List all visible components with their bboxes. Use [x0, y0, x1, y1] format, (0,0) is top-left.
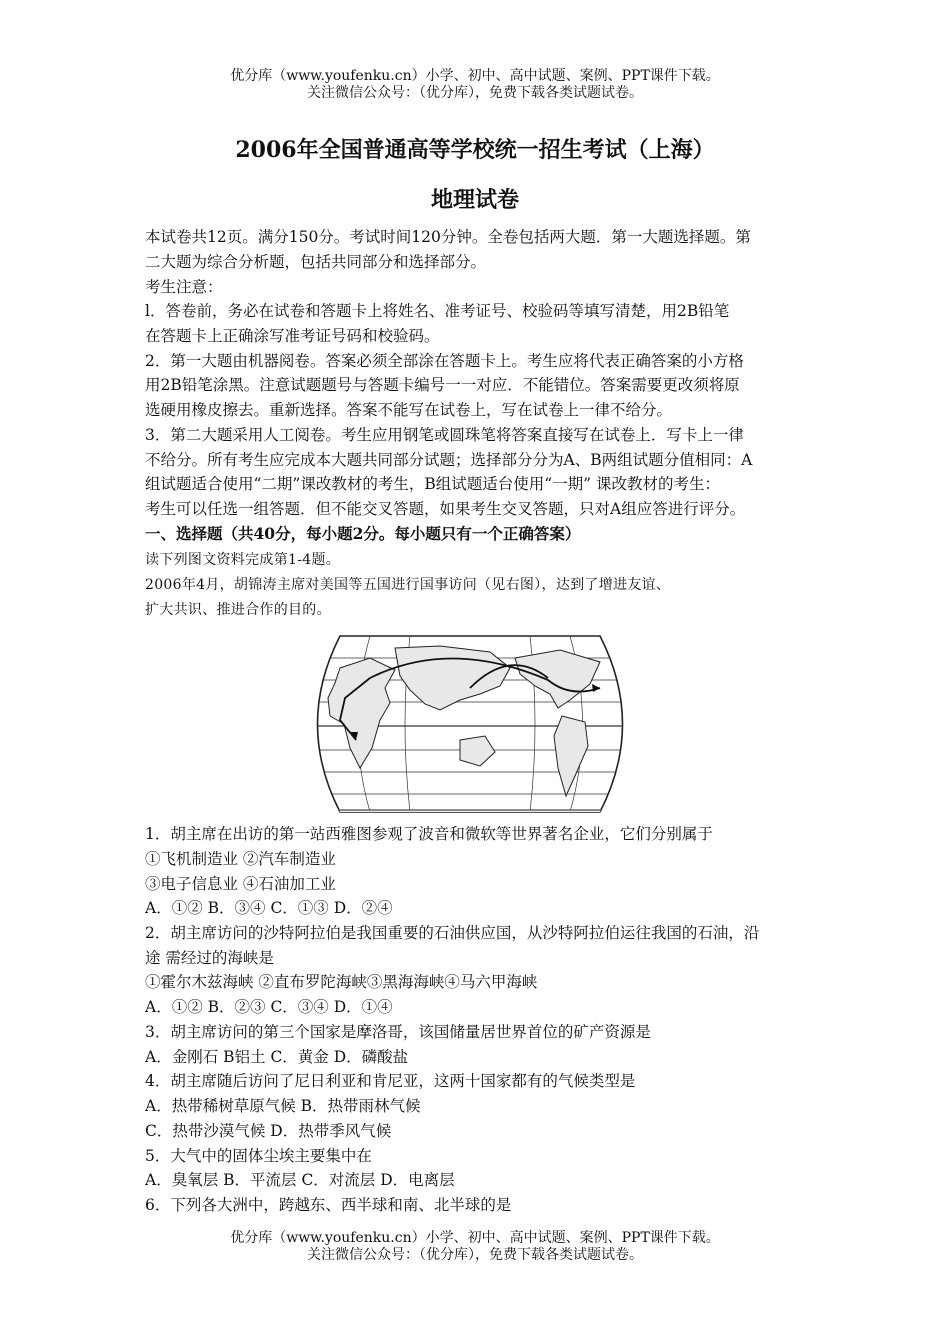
lead-line: 读下列图文资料完成第1-4题。	[145, 552, 341, 568]
question-line: 3．胡主席访问的第三个国家是摩洛哥，该国储量居世界首位的矿产资源是	[145, 1023, 651, 1041]
question-line: 6．下列各大洲中，跨越东、西半球和南、北半球的是	[145, 1196, 512, 1214]
question-option: ①飞机制造业 ②汽车制造业	[145, 850, 336, 868]
question-line: 途 需经过的海峡是	[145, 949, 274, 967]
intro-line: 考生注意：	[145, 278, 223, 296]
exam-subtitle: 地理试卷	[430, 187, 519, 213]
lead-line: 2006年4月，胡锦涛主席对美国等五国进行国事访问（见右图），达到了增进友谊、	[145, 577, 671, 593]
header-line-2: 关注微信公众号：（优分库），免费下载各类试题试卷。	[307, 85, 643, 101]
intro-line: 不给分。所有考生应完成本大题共同部分试题；选择部分分为A、B两组试题分值相同：A	[145, 451, 753, 469]
footer-line-2: 关注微信公众号：（优分库），免费下载各类试题试卷。	[307, 1247, 643, 1263]
lead-line: 扩大共识、推进合作的目的。	[145, 602, 331, 618]
question-option: A．①② B．②③ C．③④ D．①④	[145, 998, 393, 1016]
intro-line: 3．第二大题采用人工阅卷。考生应用钢笔或圆珠笔将答案直接写在试卷上．写卡上一律	[145, 426, 744, 444]
question-option: C．热带沙漠气候 D．热带季风气候	[145, 1122, 392, 1140]
page-footer	[0, 1230, 950, 1264]
section-heading: 一、选择题（共40分，每小题2分。每小题只有一个正确答案）	[145, 524, 581, 543]
world-map-figure	[300, 628, 640, 820]
page-header	[0, 68, 950, 102]
question-line: 2．胡主席访问的沙特阿拉伯是我国重要的石油供应国，从沙特阿拉伯运往我国的石油，沿	[145, 924, 760, 942]
header-line-1: 优分库（www.youfenku.cn）小学、初中、高中试题、案例、PPT课件下载。	[230, 68, 720, 84]
intro-line: 2．第一大题由机器阅卷。答案必须全部涂在答题卡上。考生应将代表正确答案的小方格	[145, 352, 744, 370]
question-option: A．臭氧层 B．平流层 C．对流层 D．电离层	[145, 1171, 455, 1189]
intro-line: 二大题为综合分析题，包括共同部分和选择部分。	[145, 253, 487, 271]
intro-line: 组试题适合使用“二期”课改教材的考生，B组试题适台使用“一期” 课改教材的考生：	[145, 475, 721, 493]
question-option: A．①② B．③④ C．①③ D．②④	[145, 899, 393, 917]
question-line: 4．胡主席随后访问了尼日利亚和肯尼亚，这两十国家都有的气候类型是	[145, 1072, 636, 1090]
intro-line: 用2B铅笔涂黑。注意试题题号与答题卡编号一一对应．不能错位。答案需要更改须将原	[145, 376, 740, 394]
question-line: 1．胡主席在出访的第一站西雅图参观了波音和微软等世界著名企业，它们分别属于	[145, 825, 713, 843]
intro-line: 在答题卡上正确涂写准考证号码和校验码。	[145, 327, 440, 345]
question-line: 5．大气中的固体尘埃主要集中在	[145, 1147, 372, 1165]
question-option: A．金刚石 B铝土 C．黄金 D．磷酸盐	[145, 1048, 409, 1066]
exam-title: 2006年全国普通高等学校统一招生考试（上海）	[235, 137, 715, 163]
footer-line-1: 优分库（www.youfenku.cn）小学、初中、高中试题、案例、PPT课件下载。	[230, 1230, 720, 1246]
intro-line: l．答卷前，务必在试卷和答题卡上将姓名、准考证号、校验码等填写清楚，用2B铅笔	[145, 302, 730, 320]
question-option: ①霍尔木兹海峡 ②直布罗陀海峡③黑海海峡④马六甲海峡	[145, 973, 538, 991]
intro-line: 选硬用橡皮擦去。重新选择。答案不能写在试卷上，写在试卷上一律不给分。	[145, 401, 673, 419]
question-option: A．热带稀树草原气候 B．热带雨林气候	[145, 1097, 421, 1115]
intro-line: 考生可以任选一组答题．但不能交叉答题，如果考生交叉答题，只对A组应答进行评分。	[145, 500, 746, 518]
question-option: ③电子信息业 ④石油加工业	[145, 875, 336, 893]
intro-line: 本试卷共12页。满分150分。考试时间120分钟。全卷包括两大题．第一大题选择题。第	[145, 228, 751, 246]
